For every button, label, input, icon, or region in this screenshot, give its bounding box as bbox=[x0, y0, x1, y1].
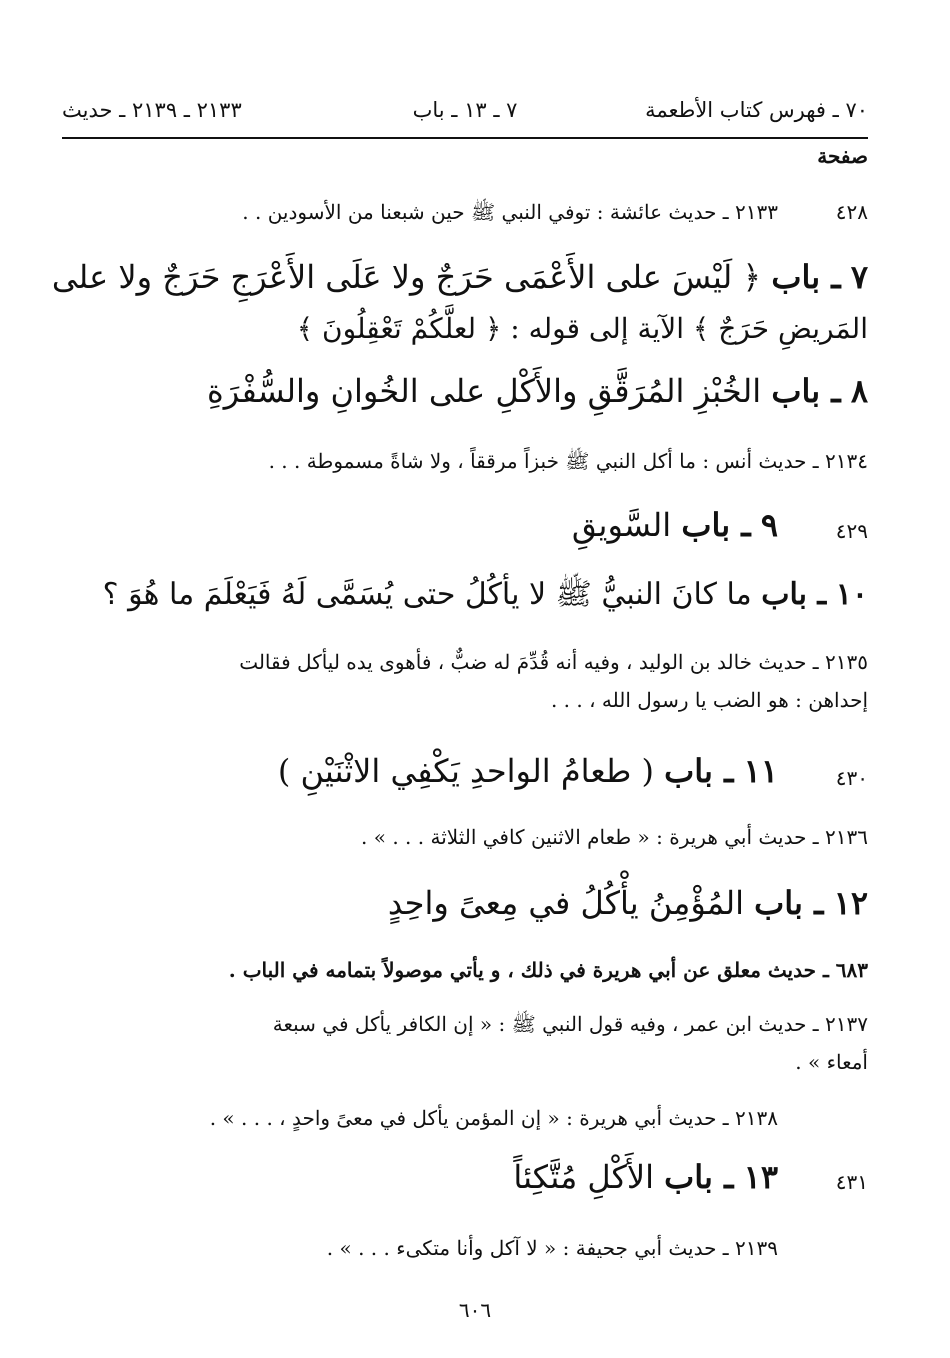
chapter-number: ١٢ bbox=[833, 884, 868, 922]
hadith-683: ٦٨٣ ـ حديث معلق عن أبي هريرة في ذلك ، و يأتي موصولاً بتمامه في الباب . bbox=[228, 958, 868, 982]
chapter-number: ١٠ bbox=[835, 577, 868, 612]
chapter-title-line1: ﴿ لَيْسَ على الأَعْمَى حَرَجٌ ولا عَلَى الأَعْرَجِ حَرَجٌ ولا على bbox=[51, 258, 762, 296]
chapter-word: ـ باب bbox=[754, 884, 824, 922]
hadith-2135-line1: ٢١٣٥ ـ حديث خالد بن الوليد ، وفيه أنه قُدِّمَ له ضبٌّ ، فأهوى يده ليأكل فقالت bbox=[239, 650, 868, 674]
page-number: ٦٠٦ bbox=[458, 1298, 492, 1322]
chapter-13-heading bbox=[513, 1158, 778, 1196]
chapter-word: ـ باب bbox=[681, 506, 751, 544]
chapter-11-heading bbox=[278, 752, 778, 790]
chapter-9-heading bbox=[572, 506, 778, 544]
chapter-number: ٩ bbox=[760, 506, 778, 544]
page-ref-429: ٤٢٩ bbox=[835, 519, 868, 543]
hadith-2135-line2: إحداهن : هو الضب يا رسول الله ، . . . bbox=[550, 688, 868, 712]
chapter-10-heading bbox=[103, 576, 868, 619]
chapter-title: الخُبْزِ المُرَقَّقِ والأَكْلِ على الخُوانِ والسُّفْرَةِ bbox=[207, 372, 762, 410]
chapter-title: المُؤْمِنُ يأْكُلُ في مِعىً واحِدٍ bbox=[387, 884, 744, 922]
hadith-2137-line2: أمعاء » . bbox=[795, 1050, 868, 1074]
chapter-number: ١١ bbox=[743, 752, 778, 790]
chapter-title: ( طعامُ الواحدِ يَكْفِي الاثْنَيْنِ ) bbox=[277, 752, 654, 790]
page-ref-430: ٤٣٠ bbox=[835, 766, 868, 790]
chapter-title: ما كانَ النبيُّ ﷺ لا يأكُلُ حتى يُسَمَّى لَهُ فَيَعْلَمَ ما هُوَ ؟ bbox=[102, 577, 752, 612]
page-ref-428: ٤٢٨ bbox=[835, 200, 868, 224]
hadith-2137-line1: ٢١٣٧ ـ حديث ابن عمر ، وفيه قول النبي ﷺ : « إن الكافر يأكل في سبعة bbox=[272, 1012, 868, 1036]
chapter-8-heading bbox=[207, 372, 868, 410]
header-chapter-title: ٧٠ ـ فهرس كتاب الأطعمة bbox=[645, 98, 868, 122]
page-column-label: صفحة bbox=[817, 144, 868, 168]
chapter-word: ـ باب bbox=[771, 372, 841, 410]
chapter-title: السَّويقِ bbox=[571, 506, 672, 544]
chapter-word: ـ باب bbox=[664, 752, 734, 790]
hadith-2138: ٢١٣٨ ـ حديث أبي هريرة : « إن المؤمن يأكل في معىً واحدٍ ، . . . » . bbox=[209, 1106, 778, 1130]
chapter-7-continuation: المَريضِ حَرَجٌ ﴾ الآية إلى قوله : ﴿ لعلَّكُمْ تَعْقِلُونَ ﴾ bbox=[296, 312, 868, 345]
header-section-range: ٧ ـ ١٣ ـ باب bbox=[412, 98, 518, 122]
hadith-2133: ٢١٣٣ ـ حديث عائشة : توفي النبي ﷺ حين شبعنا من الأسودين . . bbox=[242, 200, 778, 224]
header-hadith-range: ٢١٣٣ ـ ٢١٣٩ ـ حديث bbox=[62, 98, 242, 122]
page-ref-431: ٤٣١ bbox=[835, 1170, 868, 1194]
chapter-number: ٧ bbox=[850, 258, 868, 296]
chapter-number: ١٣ bbox=[743, 1158, 778, 1196]
hadith-2136: ٢١٣٦ ـ حديث أبي هريرة : « طعام الاثنين كافي الثلاثة . . . » . bbox=[361, 825, 868, 849]
chapter-word: ـ باب bbox=[664, 1158, 734, 1196]
header-rule bbox=[62, 137, 868, 139]
chapter-title: الأَكْلِ مُتَّكِئاً bbox=[513, 1158, 654, 1196]
chapter-7-heading bbox=[52, 258, 868, 296]
chapter-word: ـ باب bbox=[761, 577, 827, 612]
hadith-2134: ٢١٣٤ ـ حديث أنس : ما أكل النبي ﷺ خبزاً مرققاً ، ولا شاةً مسموطة . . . bbox=[268, 449, 868, 473]
running-header bbox=[62, 98, 868, 132]
hadith-2139: ٢١٣٩ ـ حديث أبي جحيفة : « لا آكل وأنا متكىء . . . » . bbox=[326, 1236, 778, 1260]
chapter-12-heading bbox=[388, 884, 868, 922]
chapter-number: ٨ bbox=[850, 372, 868, 410]
chapter-word: ـ باب bbox=[771, 258, 841, 296]
